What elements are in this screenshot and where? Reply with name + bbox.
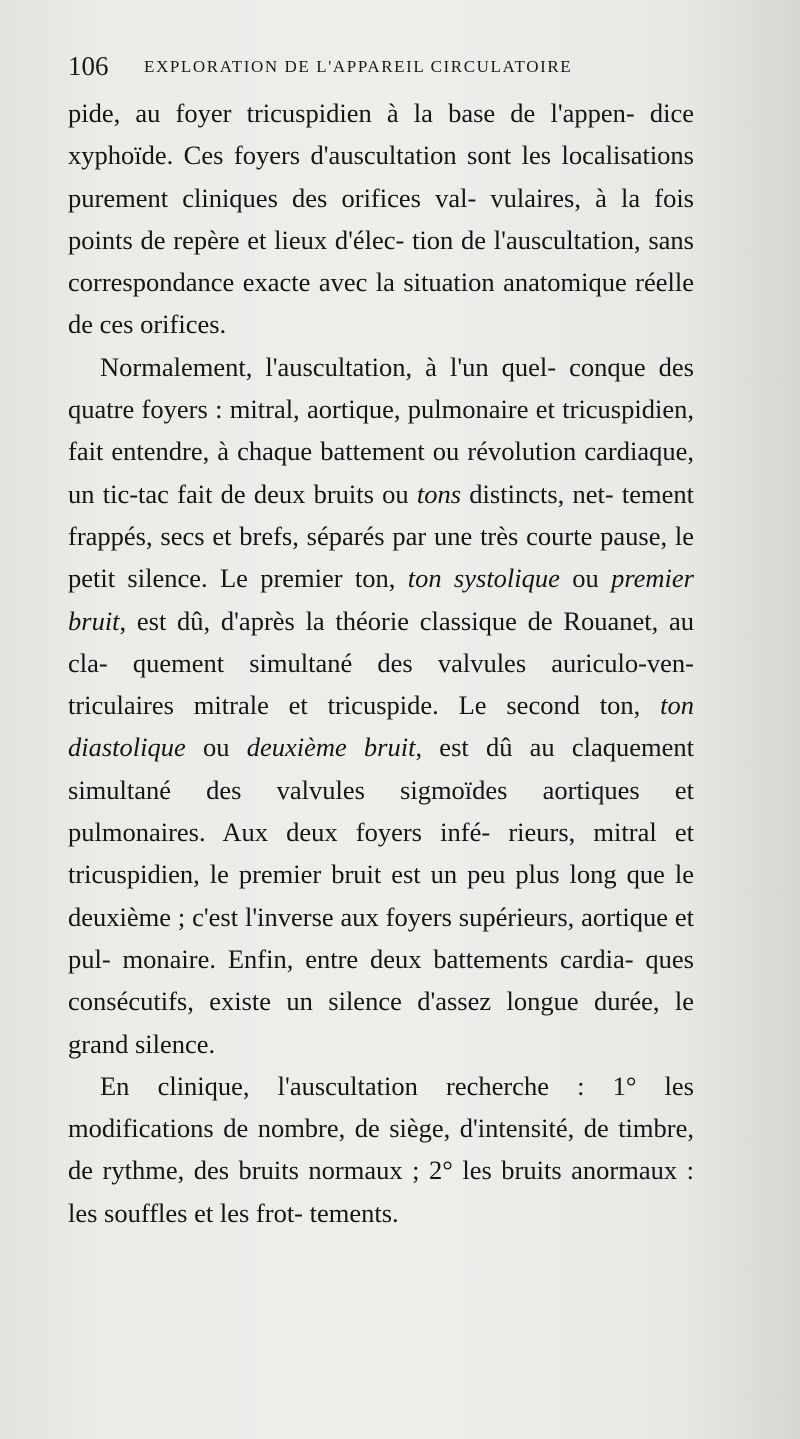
paragraph-2-text: , est dû, d'après la théorie classique de Rouanet, au cla- quement simultané des valvules auriculo-ven- triculaires mitrale et tricuspide. Le second ton, — [68, 605, 694, 721]
term-premier-bruit: premier bruit — [68, 563, 694, 636]
running-title: EXPLORATION DE L'APPAREIL CIRCULATOIRE — [144, 57, 573, 76]
paragraph-2-text: , est dû au claquement simultané des valvules sigmoïdes aortiques et pulmonaires. Aux deux foyers infé- rieurs, mitral et tricuspidien, le premier bruit est un peu plus long que le deuxième ; c'est l'inverse aux foyers supérieurs, aortique et pul- monaire. Enfin, entre deux battements cardia- ques consécutifs, existe un silence d'assez longue durée, le grand silence. — [68, 732, 694, 1059]
page-number: 106 — [68, 51, 109, 81]
paragraph-1 — [68, 92, 694, 346]
body-text — [68, 92, 694, 1234]
paragraph-2-text: ou — [185, 732, 247, 763]
paragraph-1-text: pide, au foyer tricuspidien à la base de l'appen- dice xyphoïde. Ces foyers d'auscultation sont les localisations purement cliniques des orifices val- vulaires, à la fois points de repère et lieux d'élec- tion de l'auscultation, sans correspondance exacte avec la situation anatomique réelle de ces orifices. — [68, 98, 694, 340]
term-ton-systolique: ton systolique — [407, 563, 560, 594]
paragraph-2 — [68, 346, 694, 1065]
paragraph-3-text: En clinique, l'auscultation recherche : 1° les modifications de nombre, de siège, d'intensité, de timbre, de rythme, des bruits normaux ; 2° les bruits anormaux : les souffles et les frot- tements. — [68, 1070, 694, 1228]
paragraph-3 — [68, 1065, 694, 1234]
term-deuxieme-bruit: deuxième bruit — [246, 732, 416, 763]
paragraph-2-text: distincts, net- tement frappés, secs et brefs, séparés par une très courte pause, le petit silence. Le premier ton, — [68, 478, 694, 594]
term-ton-diastolique: ton diastolique — [68, 690, 694, 763]
paragraph-2-text: Normalement, l'auscultation, à l'un quel- conque des quatre foyers : mitral, aortique, pulmonaire et tricuspidien, fait entendre, à chaque battement ou révolution cardiaque, un tic-tac fait de deux bruits ou — [68, 351, 694, 509]
term-tons: tons — [416, 478, 462, 509]
page-header — [68, 48, 728, 84]
paragraph-2-text: ou — [559, 563, 612, 594]
